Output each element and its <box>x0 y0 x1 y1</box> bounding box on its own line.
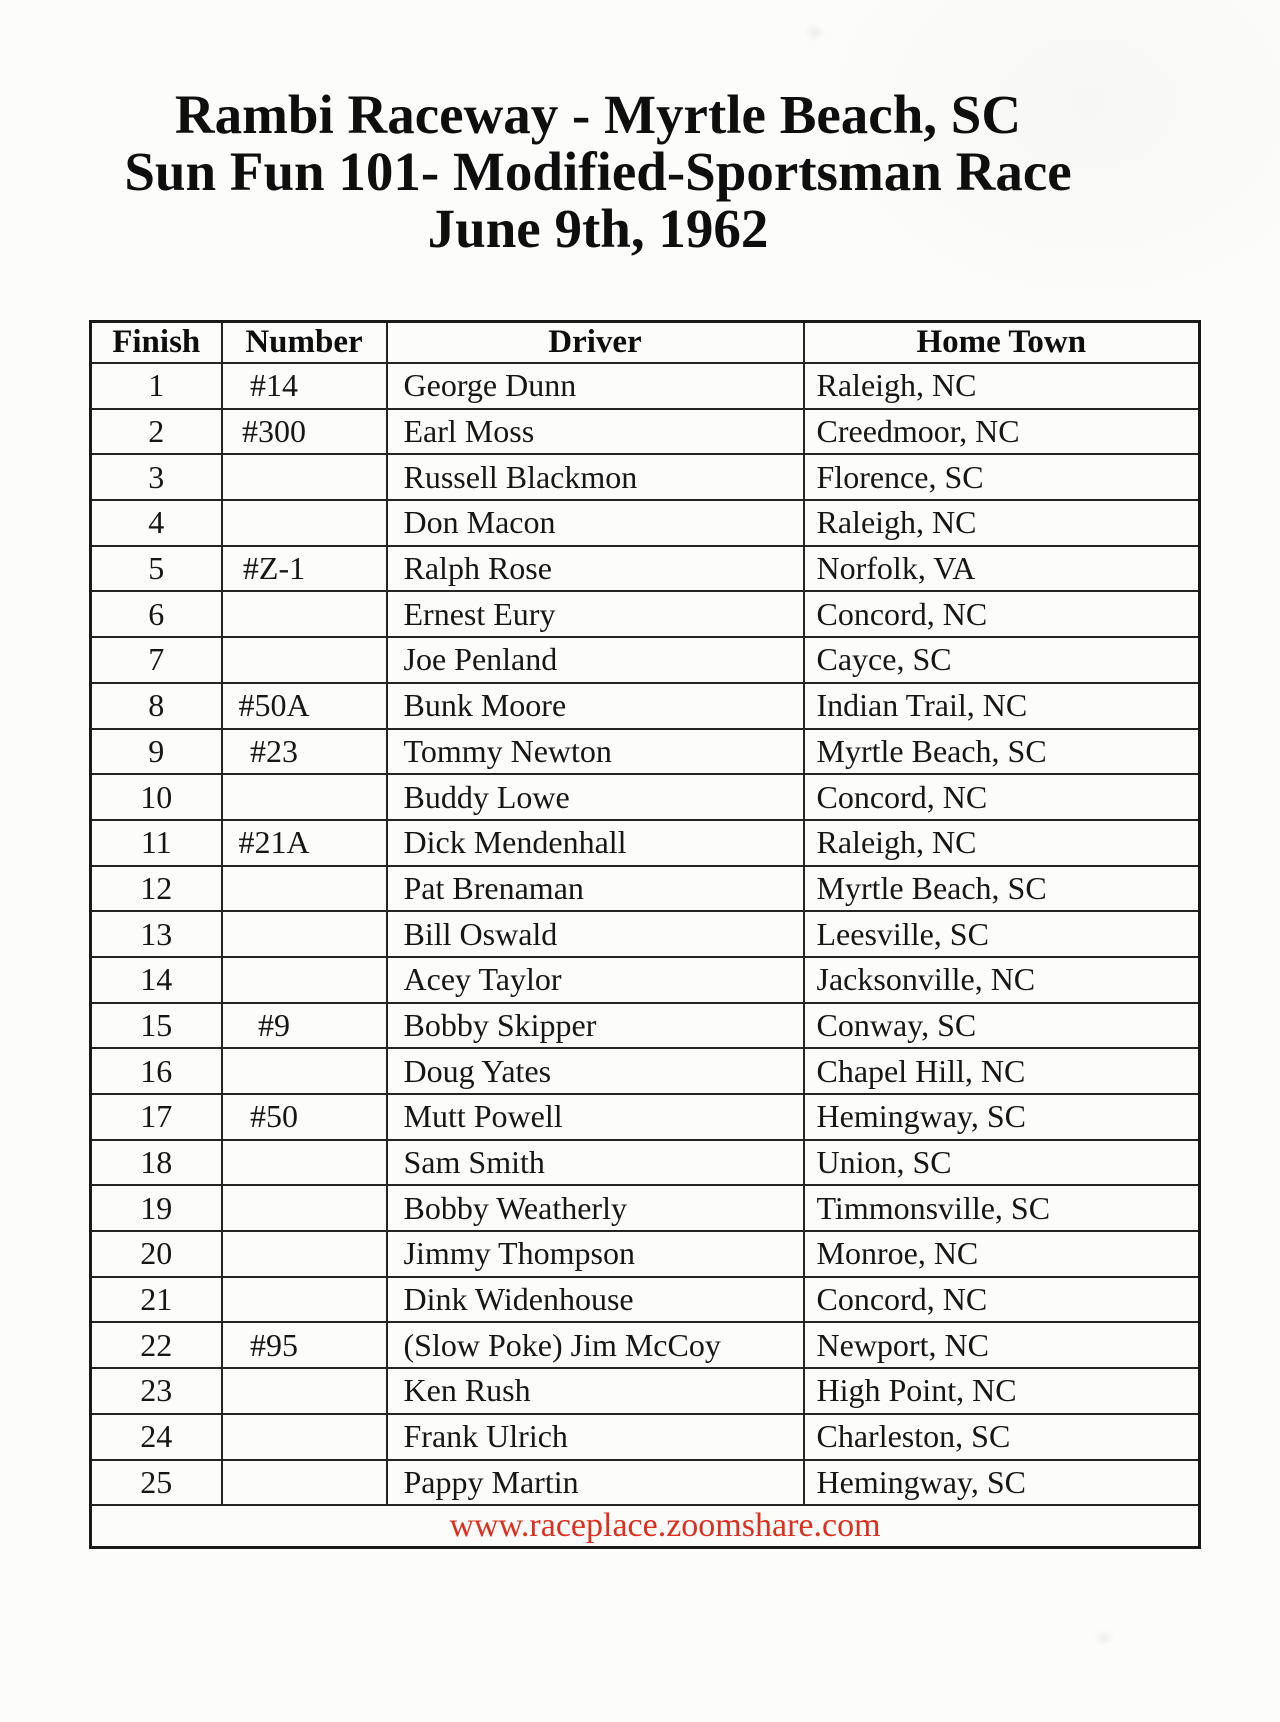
driver-cell: Joe Penland <box>387 637 804 683</box>
hometown-cell: Creedmoor, NC <box>804 409 1200 455</box>
finish-cell: 16 <box>91 1048 222 1094</box>
number-cell: #50 <box>222 1094 387 1140</box>
driver-cell: Mutt Powell <box>387 1094 804 1140</box>
finish-cell: 10 <box>91 774 222 820</box>
finish-cell: 4 <box>91 500 222 546</box>
driver-cell: (Slow Poke) Jim McCoy <box>387 1322 804 1368</box>
table-row <box>91 1460 1200 1506</box>
table-row <box>91 1048 1200 1094</box>
table-row <box>91 1231 1200 1277</box>
header-finish: Finish <box>91 322 222 364</box>
hometown-cell: Charleston, SC <box>804 1414 1200 1460</box>
hometown-cell: Indian Trail, NC <box>804 683 1200 729</box>
number-cell: #23 <box>222 729 387 775</box>
driver-cell: Don Macon <box>387 500 804 546</box>
driver-cell: Dink Widenhouse <box>387 1277 804 1323</box>
finish-cell: 24 <box>91 1414 222 1460</box>
table-row <box>91 1414 1200 1460</box>
number-cell <box>222 454 387 500</box>
hometown-cell: Concord, NC <box>804 774 1200 820</box>
number-cell <box>222 637 387 683</box>
title-line-date: June 9th, 1962 <box>427 198 769 259</box>
driver-cell: Pat Brenaman <box>387 866 804 912</box>
finish-cell: 20 <box>91 1231 222 1277</box>
table-row <box>91 1368 1200 1414</box>
finish-cell: 25 <box>91 1460 222 1506</box>
driver-cell: Bobby Skipper <box>387 1003 804 1049</box>
number-cell <box>222 911 387 957</box>
hometown-cell: Hemingway, SC <box>804 1094 1200 1140</box>
table-row <box>91 1140 1200 1186</box>
table-row <box>91 363 1200 409</box>
driver-cell: Jimmy Thompson <box>387 1231 804 1277</box>
number-cell <box>222 1185 387 1231</box>
number-cell <box>222 866 387 912</box>
footer-url-text: www.raceplace.zoomshare.com <box>91 1505 1200 1548</box>
finish-cell: 19 <box>91 1185 222 1231</box>
hometown-cell: Myrtle Beach, SC <box>804 729 1200 775</box>
number-cell <box>222 1048 387 1094</box>
table-row <box>91 1185 1200 1231</box>
table-row <box>91 774 1200 820</box>
document-title <box>0 86 1196 257</box>
driver-cell: Ernest Eury <box>387 591 804 637</box>
hometown-cell: High Point, NC <box>804 1368 1200 1414</box>
number-cell: #50A <box>222 683 387 729</box>
finish-cell: 12 <box>91 866 222 912</box>
number-cell: #21A <box>222 820 387 866</box>
table-row <box>91 866 1200 912</box>
finish-cell: 8 <box>91 683 222 729</box>
number-cell <box>222 774 387 820</box>
finish-cell: 2 <box>91 409 222 455</box>
driver-cell: Russell Blackmon <box>387 454 804 500</box>
table-row <box>91 591 1200 637</box>
driver-cell: George Dunn <box>387 363 804 409</box>
hometown-cell: Raleigh, NC <box>804 500 1200 546</box>
number-cell <box>222 1368 387 1414</box>
number-cell <box>222 500 387 546</box>
header-number: Number <box>222 322 387 364</box>
table-row <box>91 409 1200 455</box>
driver-cell: Doug Yates <box>387 1048 804 1094</box>
hometown-cell: Union, SC <box>804 1140 1200 1186</box>
driver-cell: Earl Moss <box>387 409 804 455</box>
driver-cell: Buddy Lowe <box>387 774 804 820</box>
finish-cell: 13 <box>91 911 222 957</box>
table-row <box>91 911 1200 957</box>
hometown-cell: Cayce, SC <box>804 637 1200 683</box>
number-cell <box>222 1140 387 1186</box>
table-row <box>91 637 1200 683</box>
finish-cell: 15 <box>91 1003 222 1049</box>
driver-cell: Acey Taylor <box>387 957 804 1003</box>
table-row <box>91 1322 1200 1368</box>
title-line-track: Rambi Raceway - Myrtle Beach, SC <box>174 84 1022 145</box>
driver-cell: Ken Rush <box>387 1368 804 1414</box>
hometown-cell: Leesville, SC <box>804 911 1200 957</box>
number-cell <box>222 1460 387 1506</box>
finish-cell: 7 <box>91 637 222 683</box>
hometown-cell: Concord, NC <box>804 1277 1200 1323</box>
table-row <box>91 1277 1200 1323</box>
finish-cell: 18 <box>91 1140 222 1186</box>
table-row <box>91 683 1200 729</box>
finish-cell: 22 <box>91 1322 222 1368</box>
table-row <box>91 1003 1200 1049</box>
finish-cell: 14 <box>91 957 222 1003</box>
finish-cell: 11 <box>91 820 222 866</box>
hometown-cell: Myrtle Beach, SC <box>804 866 1200 912</box>
finish-cell: 17 <box>91 1094 222 1140</box>
header-hometown: Home Town <box>804 322 1200 364</box>
hometown-cell: Hemingway, SC <box>804 1460 1200 1506</box>
hometown-cell: Raleigh, NC <box>804 820 1200 866</box>
results-tbody <box>91 363 1200 1505</box>
number-cell: #Z-1 <box>222 546 387 592</box>
hometown-cell: Jacksonville, NC <box>804 957 1200 1003</box>
header-row <box>91 322 1200 364</box>
table-row <box>91 454 1200 500</box>
table-row <box>91 729 1200 775</box>
scan-artifact <box>1098 1634 1110 1642</box>
finish-cell: 6 <box>91 591 222 637</box>
finish-cell: 5 <box>91 546 222 592</box>
table-row <box>91 957 1200 1003</box>
finish-cell: 1 <box>91 363 222 409</box>
driver-cell: Bobby Weatherly <box>387 1185 804 1231</box>
driver-cell: Sam Smith <box>387 1140 804 1186</box>
driver-cell: Bill Oswald <box>387 911 804 957</box>
table-row <box>91 1094 1200 1140</box>
finish-cell: 9 <box>91 729 222 775</box>
hometown-cell: Raleigh, NC <box>804 363 1200 409</box>
number-cell <box>222 957 387 1003</box>
driver-cell: Pappy Martin <box>387 1460 804 1506</box>
finish-cell: 3 <box>91 454 222 500</box>
number-cell: #9 <box>222 1003 387 1049</box>
table-row <box>91 546 1200 592</box>
driver-cell: Bunk Moore <box>387 683 804 729</box>
table-row <box>91 820 1200 866</box>
driver-cell: Tommy Newton <box>387 729 804 775</box>
number-cell: #300 <box>222 409 387 455</box>
number-cell <box>222 1231 387 1277</box>
hometown-cell: Timmonsville, SC <box>804 1185 1200 1231</box>
finish-cell: 23 <box>91 1368 222 1414</box>
hometown-cell: Monroe, NC <box>804 1231 1200 1277</box>
driver-cell: Ralph Rose <box>387 546 804 592</box>
hometown-cell: Newport, NC <box>804 1322 1200 1368</box>
scan-artifact <box>808 28 822 37</box>
driver-cell: Frank Ulrich <box>387 1414 804 1460</box>
number-cell <box>222 1277 387 1323</box>
hometown-cell: Norfolk, VA <box>804 546 1200 592</box>
hometown-cell: Concord, NC <box>804 591 1200 637</box>
footer-row <box>91 1505 1200 1548</box>
number-cell: #95 <box>222 1322 387 1368</box>
number-cell: #14 <box>222 363 387 409</box>
hometown-cell: Chapel Hill, NC <box>804 1048 1200 1094</box>
number-cell <box>222 591 387 637</box>
finish-cell: 21 <box>91 1277 222 1323</box>
race-results-table <box>89 320 1201 1549</box>
hometown-cell: Florence, SC <box>804 454 1200 500</box>
number-cell <box>222 1414 387 1460</box>
header-driver: Driver <box>387 322 804 364</box>
table-row <box>91 500 1200 546</box>
title-line-event: Sun Fun 101- Modified-Sportsman Race <box>124 141 1072 202</box>
hometown-cell: Conway, SC <box>804 1003 1200 1049</box>
driver-cell: Dick Mendenhall <box>387 820 804 866</box>
